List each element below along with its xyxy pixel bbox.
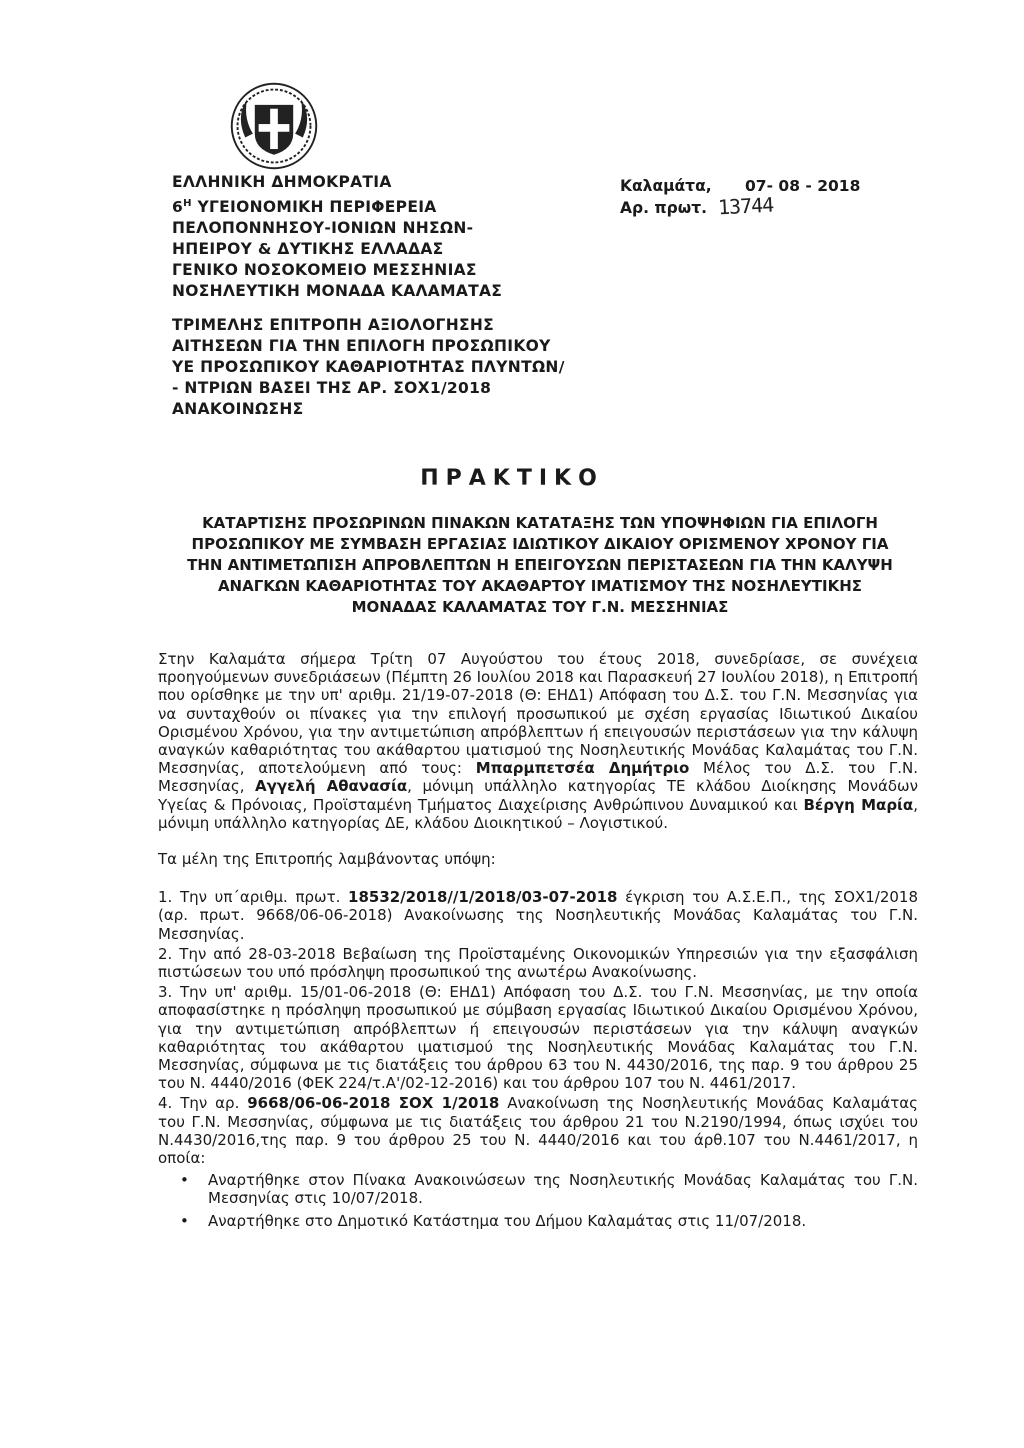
city-label: Καλαμάτα,	[620, 177, 712, 195]
document-date: 07- 08 - 2018	[745, 177, 861, 195]
region-name: ΥΓΕΙΟΝΟΜΙΚΗ ΠΕΡΙΦΕΡΕΙΑ	[197, 198, 437, 217]
intro-text: Μέλος του Δ.Σ. του Γ.Ν. Μεσσηνίας,	[158, 759, 918, 796]
document-body	[158, 650, 918, 1234]
greek-coat-of-arms-emblem	[226, 78, 322, 174]
item-text: Ανακοίνωση της Νοσηλευτικής Μονάδας Καλαμάτας του Γ.Ν. Μεσσηνίας, σύμφωνα με τις διατάξεις του άρθρου 21 του Ν.2190/1994, όπως ισχύει του Ν.4430/2016,της παρ. 9 του άρθρου 25 του Ν. 4440/2016 και του άρθ.107 του Ν.4461/2017, η οποία:	[158, 1094, 918, 1168]
issuer-line: ΕΛΛΗΝΙΚΗ ΔΗΜΟΚΡΑΤΙΑ	[172, 173, 392, 191]
committee-line: ΑΝΑΚΟΙΝΩΣΗΣ	[172, 400, 304, 418]
bullet-item: • Αναρτήθηκε στον Πίνακα Ανακοινώσεων της Νοσηλευτικής Μονάδας Καλαμάτας του Γ.Ν. Μεσσηνίας στις 10/07/2018.	[158, 1171, 918, 1207]
member-name: Αγγελή Αθανασία	[255, 777, 408, 796]
intro-text: Στην Καλαμάτα σήμερα Τρίτη 07 Αυγούστου του έτους 2018, συνεδρίασε, σε συνέχεια προηγούμενων συνεδριάσεων (Πέμπτη 26 Ιουλίου 2018 και Παρασκευή 27 Ιουλίου 2018), η Επιτροπή που ορίσθηκε με την υπ' αριθμ. 21/19-07-2018 (Θ: ΕΗΔ1) Απόφαση του Δ.Σ. του Γ.Ν. Μεσσηνίας για να συνταχθούν οι πίνακες για την επιλογή προσωπικού με σχέση εργασίας Ιδιωτικού Δικαίου Ορισμένου Χρόνου, για την αντιμετώπιση απρόβλεπτων ή επειγουσών περιστάσεων για την κάλυψη αναγκών καθαριότητας του ακάθαρτου ιματισμού της Νοσηλευτικής Μονάδας Καλαμάτας του Γ.Ν. Μεσσηνίας, αποτελούμενη από τους:	[158, 650, 918, 778]
issuer-block	[172, 172, 572, 302]
committee-line: - ΝΤΡΙΩΝ ΒΑΣΕΙ ΤΗΣ ΑΡ. ΣΟΧ1/2018	[172, 379, 492, 397]
subject-block	[160, 513, 920, 618]
document-title: ΠΡΑΚΤΙΚΟ	[420, 466, 604, 491]
protocol-row	[620, 192, 920, 220]
committee-block	[172, 315, 592, 420]
list-item-4	[158, 1094, 918, 1167]
considering-heading: Τα μέλη της Επιτροπής λαμβάνοντας υπόψη:	[158, 850, 496, 869]
member-name: Βέργη Μαρία	[803, 795, 914, 814]
date-protocol-block	[620, 176, 920, 218]
subject-line: ΜΟΝΑΔΑΣ ΚΑΛΑΜΑΤΑΣ ΤΟΥ Γ.Ν. ΜΕΣΣΗΝΙΑΣ	[351, 598, 729, 616]
subject-line: ΤΗΝ ΑΝΤΙΜΕΤΩΠΙΣΗ ΑΠΡΟΒΛΕΠΤΩΝ Η ΕΠΕΙΓΟΥΣΩΝ ΠΕΡΙΣΤΑΣΕΩΝ ΓΙΑ ΤΗΝ ΚΑΛΥΨΗ	[187, 556, 893, 574]
list-item-3: 3. Την υπ' αριθμ. 15/01-06-2018 (Θ: ΕΗΔ1) Απόφαση του Δ.Σ. του Γ.Ν. Μεσσηνίας, με την οποία αποφασίστηκε η πρόσληψη προσωπικού με σύμβαση εργασίας Ιδιωτικού Δικαίου Ορισμένου Χρόνου, για την αντιμετώπιση απρόβλεπτων ή επειγουσών περιστάσεων για την κάλυψη αναγκών καθαριότητας του ακάθαρτου ιματισμού της Νοσηλευτικής Μονάδας Καλαμάτας του Γ.Ν. Μεσσηνίας, σύμφωνα με τις διατάξεις του άρθρου 63 του Ν. 4430/2016, της παρ. 9 του άρθρου 25 του Ν. 4440/2016 (ΦΕΚ 224/τ.Α'/02-12-2016) και του άρθρου 107 του Ν. 4461/2017.	[158, 983, 918, 1093]
intro-text: , μόνιμη υπάλληλο κατηγορίας ΤΕ κλάδου Διοίκησης Μονάδων Υγείας & Πρόνοιας, Προϊσταμένη Τμήματος Διαχείρισης Ανθρώπινου Δυναμικού και	[158, 777, 918, 814]
committee-line: ΥΕ ΠΡΟΣΩΠΙΚΟΥ ΚΑΘΑΡΙΟΤΗΤΑΣ ΠΛΥΝΤΩΝ/	[172, 358, 565, 376]
item-text: έγκριση του Α.Σ.Ε.Π., της ΣΟΧ1/2018 (αρ. πρωτ. 9668/06-06-2018) Ανακοίνωσης της Νοσηλευτικής Μονάδας Καλαμάτας του Γ.Ν. Μεσσηνίας.	[158, 888, 919, 943]
subject-line: ΠΡΟΣΩΠΙΚΟΥ ΜΕ ΣΥΜΒΑΣΗ ΕΡΓΑΣΙΑΣ ΙΔΙΩΤΙΚΟΥ ΔΙΚΑΙΟΥ ΟΡΙΣΜΕΝΟΥ ΧΡΟΝΟΥ ΓΙΑ	[191, 535, 889, 553]
committee-line: ΤΡΙΜΕΛΗΣ ΕΠΙΤΡΟΠΗ ΑΞΙΟΛΟΓΗΣΗΣ	[172, 316, 495, 334]
item-text: 4. Την αρ.	[158, 1094, 248, 1113]
region-superscript: Η	[183, 198, 192, 209]
region-number: 6	[172, 198, 184, 217]
list-item-1	[158, 888, 918, 943]
member-name: Μπαρμπετσέα Δημήτριο	[475, 759, 690, 778]
list-item-2: 2. Την από 28-03-2018 Βεβαίωση της Προϊσταμένης Οικονομικών Υπηρεσιών για την εξασφάλιση πιστώσεων του υπό πρόσληψη προσωπικού της ανωτέρω Ανακοίνωσης.	[158, 944, 918, 982]
item-text: 1. Την υπ΄αριθμ. πρωτ.	[158, 888, 349, 907]
announcement-number: 9668/06-06-2018 ΣΟΧ 1/2018	[247, 1094, 500, 1113]
issuer-line	[172, 193, 572, 218]
issuer-line: ΠΕΛΟΠΟΝΝΗΣΟΥ-ΙΟΝΙΩΝ ΝΗΣΩΝ-	[172, 219, 474, 238]
subject-line: ΚΑΤΑΡΤΙΣΗΣ ΠΡΟΣΩΡΙΝΩΝ ΠΙΝΑΚΩΝ ΚΑΤΑΤΑΞΗΣ ΤΩΝ ΥΠΟΨΗΦΙΩΝ ΓΙΑ ΕΠΙΛΟΓΗ	[202, 514, 878, 532]
bullet-item: • Αναρτήθηκε στο Δημοτικό Κατάστημα του Δήμου Καλαμάτας στις 11/07/2018.	[158, 1212, 918, 1230]
issuer-line: ΓΕΝΙΚΟ ΝΟΣΟΚΟΜΕΙΟ ΜΕΣΣΗΝΙΑΣ	[172, 261, 477, 280]
intro-paragraph	[158, 650, 918, 832]
issuer-line: ΝΟΣΗΛΕΥΤΙΚΗ ΜΟΝΑΔΑ ΚΑΛΑΜΑΤΑΣ	[172, 282, 503, 301]
protocol-label: Αρ. πρωτ.	[620, 199, 707, 217]
asep-approval-number: 18532/2018//1/2018/03-07-2018	[348, 888, 618, 907]
posting-list	[158, 1171, 918, 1230]
handwritten-protocol-number: 13744	[717, 192, 775, 220]
issuer-line: ΗΠΕΙΡΟΥ & ΔΥΤΙΚΗΣ ΕΛΛΑΔΑΣ	[172, 240, 444, 259]
subject-line: ΑΝΑΓΚΩΝ ΚΑΘΑΡΙΟΤΗΤΑΣ ΤΟΥ ΑΚΑΘΑΡΤΟΥ ΙΜΑΤΙΣΜΟΥ ΤΗΣ ΝΟΣΗΛΕΥΤΙΚΗΣ	[217, 577, 863, 595]
committee-line: ΑΙΤΗΣΕΩΝ ΓΙΑ ΤΗΝ ΕΠΙΛΟΓΗ ΠΡΟΣΩΠΙΚΟΥ	[172, 337, 551, 355]
intro-text: , μόνιμη υπάλληλο κατηγορίας ΔΕ, κλάδου Διοικητικού – Λογιστικού.	[158, 795, 918, 832]
